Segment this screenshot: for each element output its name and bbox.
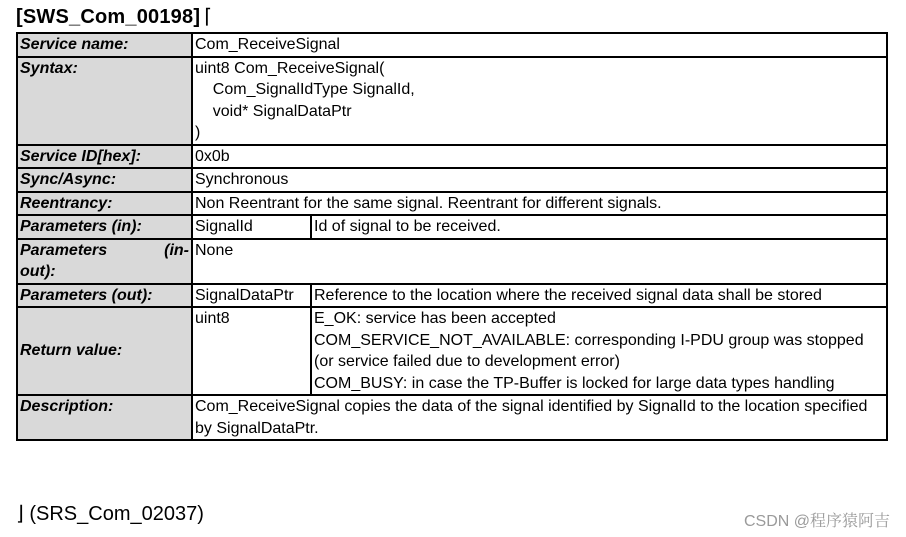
param-in-name: SignalId [192, 215, 311, 239]
param-out-desc: Reference to the location where the received signal data shall be stored [311, 284, 887, 308]
csdn-watermark: CSDN @程序猿阿吉 [743, 513, 890, 530]
return-value-item: COM_SERVICE_NOT_AVAILABLE: corresponding I-PDU group was stopped (or service failed due to development error) [314, 331, 864, 370]
row-parameters-in [17, 215, 887, 239]
syntax-line: void* SignalDataPtr [195, 102, 352, 120]
return-value-item: E_OK: service has been accepted [314, 310, 556, 327]
value-parameters-inout: None [192, 239, 887, 284]
label-description: Description: [17, 395, 192, 440]
label-sync-async: Sync/Async: [17, 168, 192, 192]
row-syntax [17, 57, 887, 145]
label-parameters-in: Parameters (in): [17, 215, 192, 239]
param-out-name: SignalDataPtr [192, 284, 311, 308]
label-syntax: Syntax: [17, 57, 192, 145]
row-parameters-out [17, 284, 887, 308]
requirement-trace-ref: ⌋ (SRS_Com_02037) [16, 503, 204, 525]
requirement-id [16, 4, 212, 29]
row-service-id [17, 145, 887, 169]
row-reentrancy [17, 192, 887, 216]
value-reentrancy: Non Reentrant for the same signal. Reentrant for different signals. [192, 192, 887, 216]
value-description: Com_ReceiveSignal copies the data of the signal identified by SignalId to the location specified by SignalDataPtr. [192, 395, 887, 440]
row-service-name [17, 33, 887, 57]
value-sync-async: Synchronous [192, 168, 887, 192]
row-return-value [17, 307, 887, 395]
return-value-item: COM_BUSY: in case the TP-Buffer is locked for large data types handling [314, 374, 835, 392]
value-service-id: 0x0b [192, 145, 887, 169]
value-service-name: Com_ReceiveSignal [192, 33, 887, 57]
syntax-line: ) [195, 124, 201, 141]
label-service-id: Service ID[hex]: [17, 145, 192, 169]
row-parameters-inout [17, 239, 887, 284]
row-description [17, 395, 887, 440]
label-inout-word1: Parameters [20, 241, 108, 259]
label-parameters-inout [17, 239, 192, 284]
label-return-value: Return value: [17, 307, 192, 395]
label-reentrancy: Reentrancy: [17, 192, 192, 216]
value-syntax [192, 57, 887, 145]
requirement-id-text: [SWS_Com_00198] [16, 6, 201, 28]
label-inout-line1 [20, 240, 189, 262]
open-bracket-mark: ⌈ [204, 6, 213, 28]
param-in-desc: Id of signal to be received. [311, 215, 887, 239]
service-spec-table [16, 32, 888, 441]
syntax-line: uint8 Com_ReceiveSignal( [195, 59, 385, 77]
label-service-name: Service name: [17, 33, 192, 57]
syntax-line: Com_SignalIdType SignalId, [195, 81, 415, 98]
return-type: uint8 [192, 307, 311, 395]
label-parameters-out: Parameters (out): [17, 284, 192, 308]
label-inout-word2: (in- [164, 241, 189, 259]
return-values [311, 307, 887, 395]
row-sync-async [17, 168, 887, 192]
label-inout-line2: out): [20, 263, 56, 280]
